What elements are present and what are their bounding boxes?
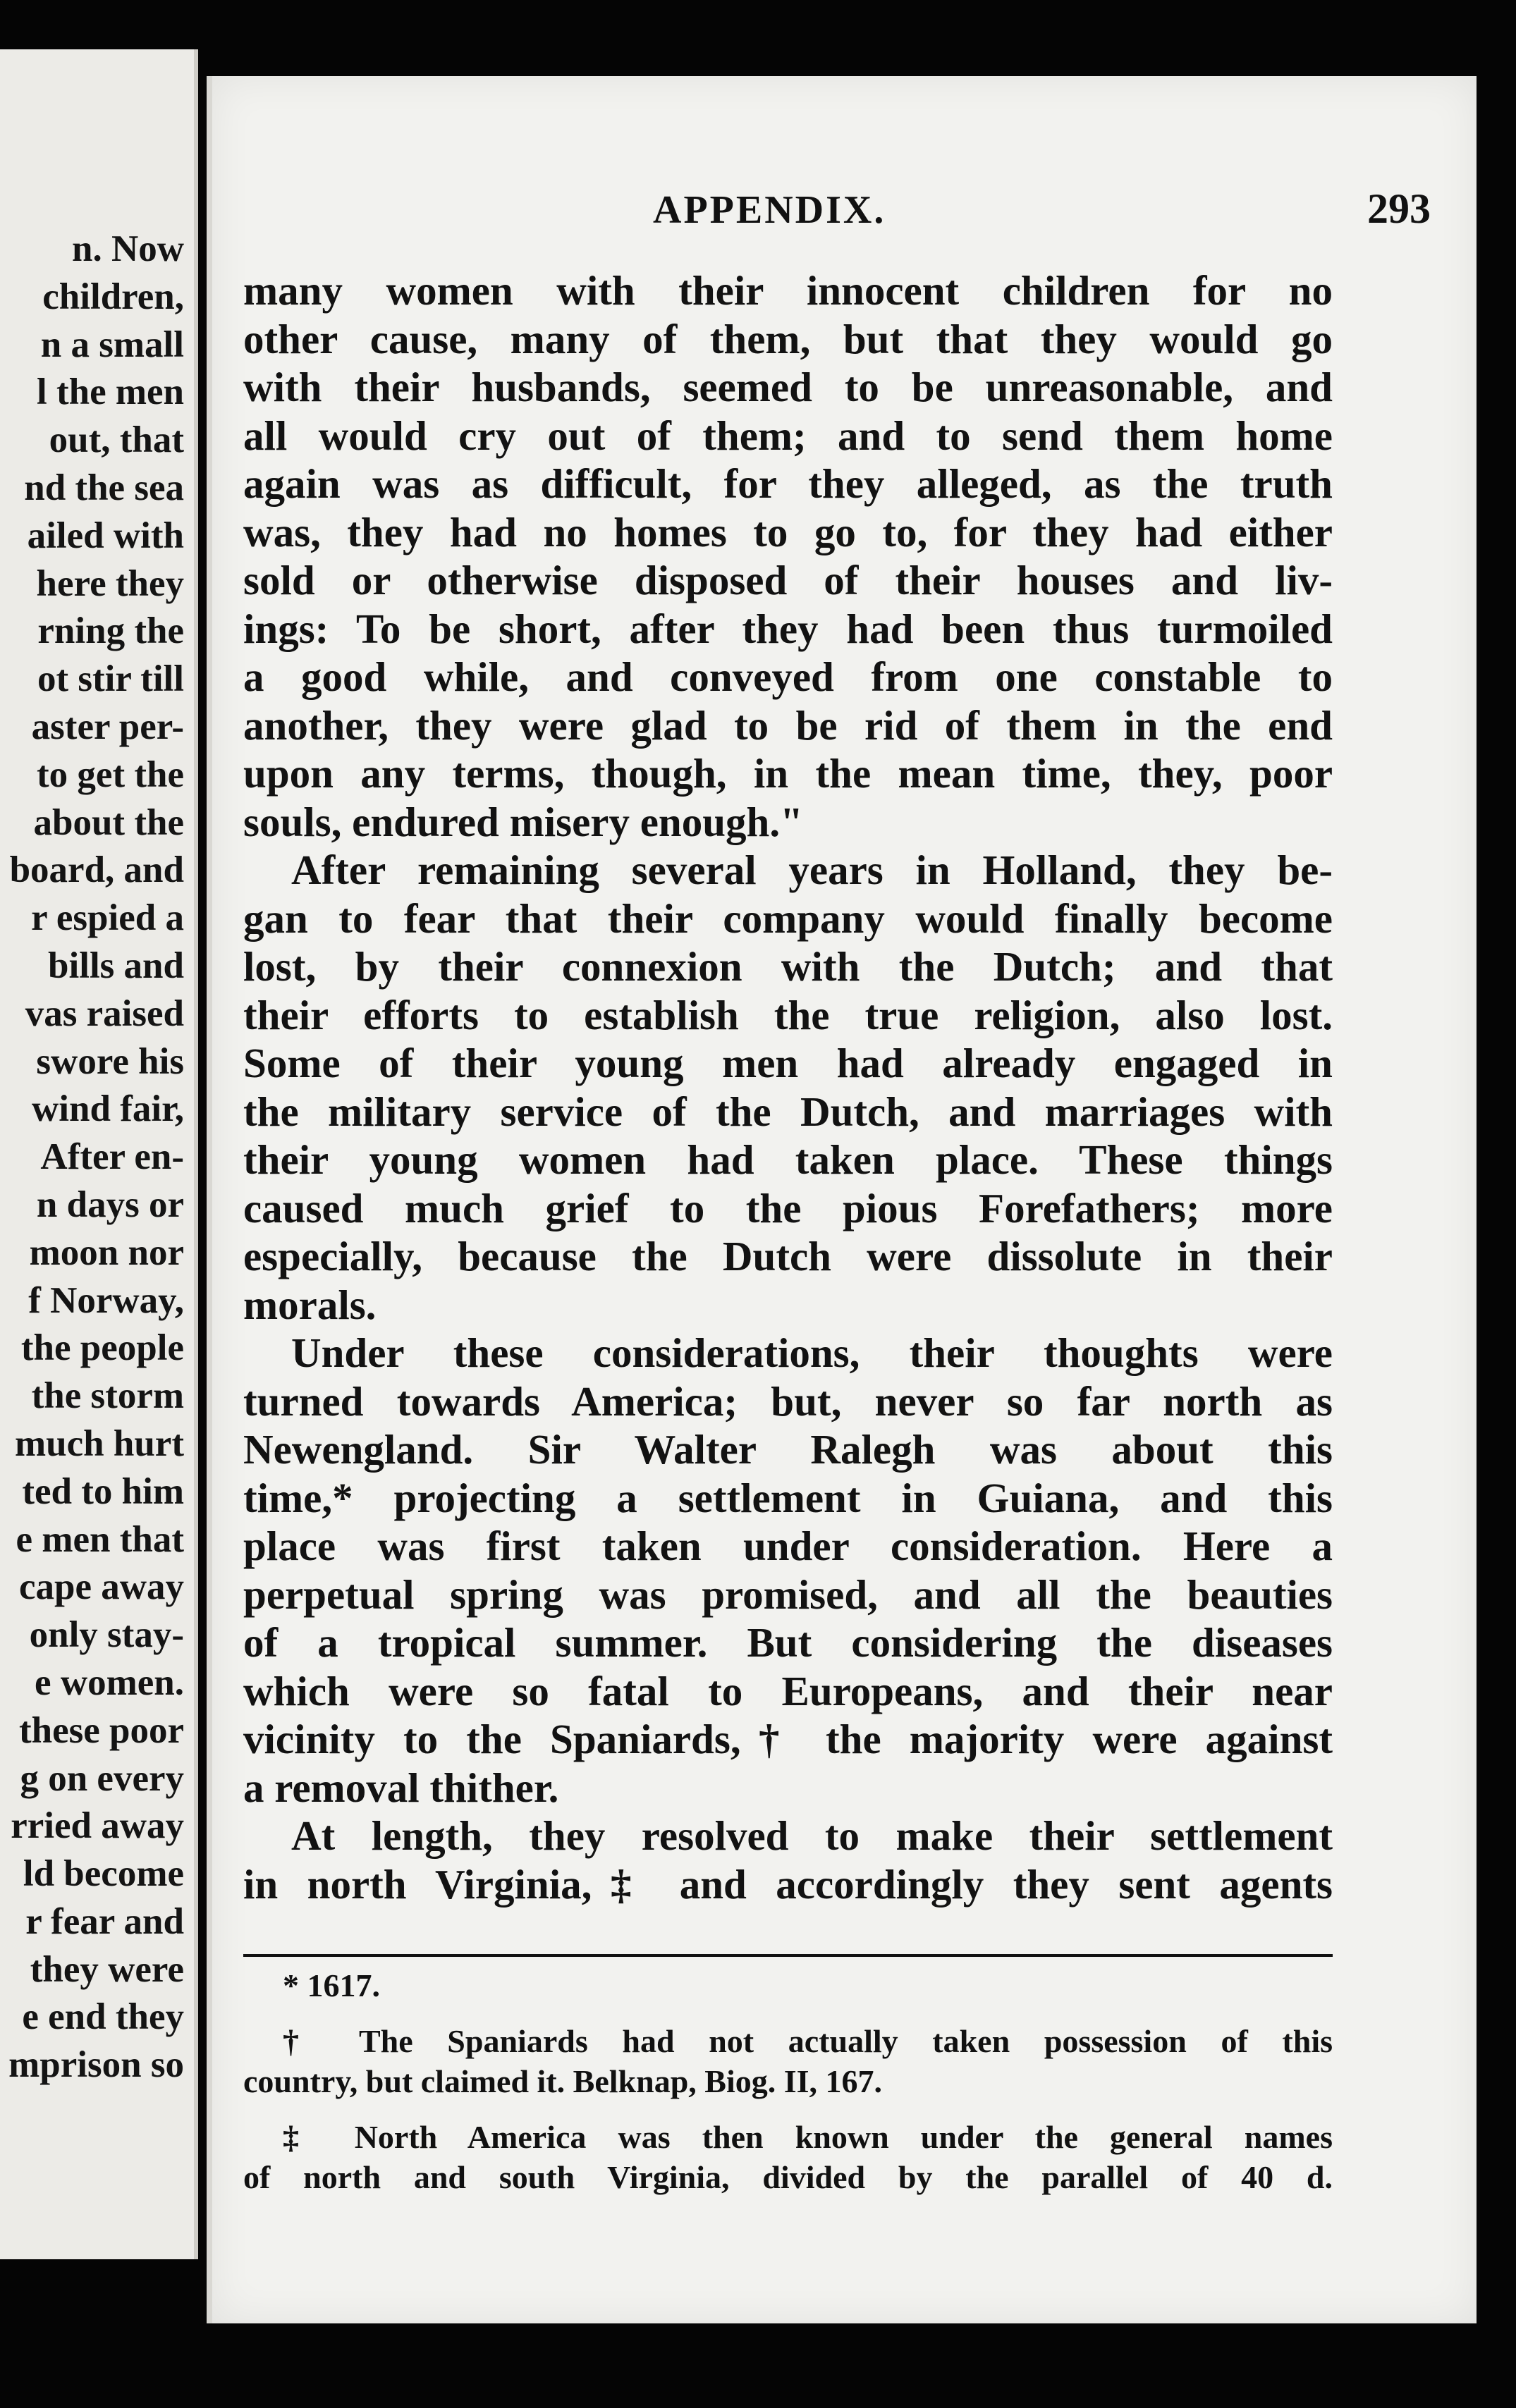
facing-line: the storm	[31, 1375, 184, 1417]
text-line: a good while, and conveyed from one constable to	[243, 653, 1333, 700]
text-line: souls, endured misery enough."	[243, 798, 803, 845]
text-line: all would cry out of them; and to send them home	[243, 412, 1333, 459]
text-line: again was as difficult, for they alleged, as the truth	[243, 460, 1333, 507]
text-line: Newengland. Sir Walter Ralegh was about this	[243, 1426, 1333, 1473]
facing-line: n a small	[40, 324, 184, 365]
facing-line: moon nor	[29, 1231, 184, 1273]
facing-line: much hurt	[14, 1423, 184, 1464]
text-line: upon any terms, though, in the mean time, they, poor	[243, 750, 1333, 797]
facing-line: they were	[30, 1948, 184, 1990]
facing-line: mprison so	[8, 2044, 184, 2086]
text-line: place was first taken under consideration. Here a	[243, 1523, 1333, 1569]
footnote-spacer	[243, 2005, 1333, 2021]
main-page	[207, 76, 1477, 2323]
facing-line: r fear and	[25, 1900, 184, 1942]
facing-line: children,	[42, 276, 184, 317]
facing-line: here they	[36, 563, 184, 604]
text-line: sold or otherwise disposed of their houses and liv-	[243, 557, 1333, 603]
running-head-title: APPENDIX.	[653, 188, 886, 232]
facing-line: cape away	[18, 1566, 184, 1608]
facing-line: n days or	[36, 1184, 184, 1225]
facing-line: f Norway,	[28, 1279, 184, 1321]
text-line: vicinity to the Spaniards,† the majority were against	[243, 1716, 1333, 1762]
footnote-spacer	[243, 2101, 1333, 2117]
body-text	[243, 266, 1333, 1908]
facing-line: to get the	[37, 754, 184, 795]
facing-line: r espied a	[31, 897, 184, 939]
facing-line: e women.	[35, 1661, 184, 1703]
facing-line: the people	[20, 1327, 184, 1369]
facing-line: rning the	[37, 610, 184, 652]
facing-page-text	[0, 226, 184, 2089]
text-line: lost, by their connexion with the Dutch; and that	[243, 943, 1333, 990]
footnotes	[243, 1965, 1333, 2197]
facing-line: e men that	[16, 1518, 184, 1560]
text-line: Some of their young men had already engaged in	[243, 1040, 1333, 1086]
paragraph-start: After remaining several years in Holland, they be-	[291, 847, 1333, 893]
text-line: perpetual spring was promised, and all the beauties	[243, 1571, 1333, 1618]
paragraph-start: At length, they resolved to make their settlement	[291, 1812, 1333, 1859]
footnote-divider	[243, 1954, 1333, 1957]
text-line: in north Virginia,‡ and accordingly they sent agents	[243, 1860, 1333, 1908]
facing-line: nd the sea	[24, 467, 184, 508]
facing-line: ted to him	[22, 1470, 184, 1512]
facing-page-fragment	[0, 49, 198, 2259]
facing-line: ailed with	[27, 515, 184, 556]
text-line: was, they had no homes to go to, for they had either	[243, 508, 1333, 555]
text-line: with their husbands, seemed to be unreasonable, and	[243, 364, 1333, 410]
facing-line: about the	[33, 801, 184, 843]
text-line: their young women had taken place. These things	[243, 1136, 1333, 1183]
footnote-line: ‡ North America was then known under the general names	[283, 2119, 1333, 2155]
facing-line: bills and	[48, 945, 184, 986]
text-line: a removal thither.	[243, 1764, 559, 1811]
text-line: which were so fatal to Europeans, and their near	[243, 1667, 1333, 1714]
running-head	[212, 185, 1477, 244]
text-line: caused much grief to the pious Forefathers; more	[243, 1184, 1333, 1231]
text-line: morals.	[243, 1281, 377, 1328]
facing-line: board, and	[9, 849, 184, 891]
text-line: turned towards America; but, never so far north as	[243, 1377, 1333, 1425]
facing-line: ld become	[23, 1853, 184, 1895]
facing-line: l the men	[36, 371, 184, 413]
facing-line: n. Now	[71, 228, 184, 269]
text-line: many women with their innocent children for no	[243, 267, 1333, 314]
facing-line: After en-	[40, 1136, 184, 1178]
footnote-line: country, but claimed it. Belknap, Biog. II, 167.	[243, 2063, 883, 2099]
facing-line: vas raised	[25, 993, 184, 1034]
text-line: especially, because the Dutch were dissolute in their	[243, 1233, 1333, 1279]
footnote-line: † The Spaniards had not actually taken possession of this	[283, 2023, 1333, 2059]
page-number: 293	[1367, 185, 1431, 232]
text-line: ings: To be short, after they had been thus turmoiled	[243, 605, 1333, 652]
text-line: of a tropical summer. But considering the diseases	[243, 1619, 1333, 1666]
facing-line: rried away	[11, 1805, 184, 1847]
facing-line: only stay-	[29, 1614, 184, 1656]
facing-line: e end they	[22, 1996, 184, 2038]
facing-line: aster per-	[31, 706, 184, 747]
text-line: gan to fear that their company would finally become	[243, 895, 1333, 942]
facing-line: wind fair,	[32, 1088, 184, 1130]
footnote-line: of north and south Virginia, divided by the parallel of 40 d.	[243, 2159, 1333, 2195]
facing-line: these poor	[18, 1709, 184, 1751]
facing-line: swore his	[36, 1040, 184, 1082]
text-line: time,* projecting a settlement in Guiana, and this	[243, 1474, 1333, 1521]
text-line: other cause, many of them, but that they would go	[243, 315, 1333, 362]
facing-line: ot stir till	[37, 658, 184, 700]
text-line: the military service of the Dutch, and marriages with	[243, 1088, 1333, 1135]
text-line: their efforts to establish the true religion, also lost.	[243, 991, 1333, 1038]
text-line: another, they were glad to be rid of them in the end	[243, 701, 1333, 749]
facing-line: g on every	[20, 1757, 184, 1799]
footnote-line: * 1617.	[283, 1967, 380, 2003]
paragraph-start: Under these considerations, their thoughts were	[291, 1329, 1333, 1376]
facing-line: out, that	[49, 419, 184, 461]
